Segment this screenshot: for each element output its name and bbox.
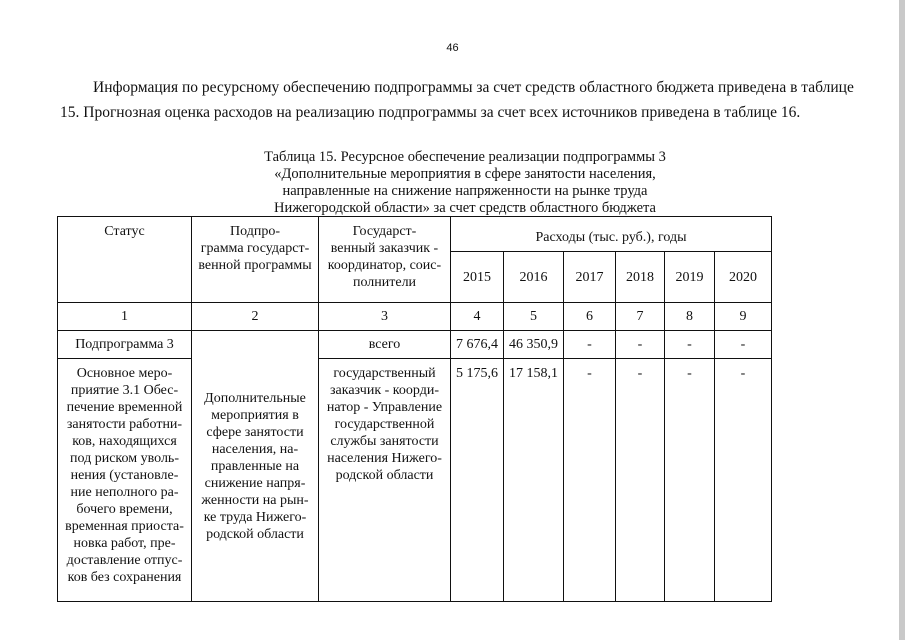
column-number: 1 [58, 303, 192, 331]
intro-paragraph-line-1: Информация по ресурсному обеспечению подпрограммы за счет средств областного бюджета приведена в таблице [93, 79, 854, 96]
header-subprogram [192, 217, 319, 303]
header-status: Статус [58, 217, 192, 303]
header-year: 2018 [616, 252, 665, 303]
measure-status-line: ков, находящихся [72, 434, 177, 449]
measure-customer-line: населения Нижего- [327, 451, 442, 466]
description-line: снижение напря- [204, 475, 306, 491]
header-subprogram-line: венной программы [198, 258, 312, 273]
row-total-value-2018: - [616, 331, 665, 359]
row-measure-value-2019: - [665, 359, 715, 602]
description-line: родской области [206, 526, 304, 542]
page-edge [899, 0, 905, 640]
row-measure-value-2020: - [715, 359, 772, 602]
caption-line: Таблица 15. Ресурсное обеспечение реализации подпрограммы 3 [264, 149, 666, 165]
measure-customer-line: родской области [335, 468, 434, 483]
row-measure-customer [319, 359, 451, 602]
column-number: 9 [715, 303, 772, 331]
description-line: женности на рын- [201, 492, 309, 508]
header-year: 2016 [504, 252, 564, 303]
row-total-customer: всего [319, 331, 451, 359]
intro-paragraph-line-2: 15. Прогнозная оценка расходов на реализацию подпрограммы за счет всех источников приведена в таблице 16. [60, 104, 801, 121]
resource-table [57, 216, 772, 602]
measure-status-line: под риском уволь- [70, 451, 179, 466]
header-subprogram-line: Подпро- [230, 224, 280, 239]
column-number: 4 [451, 303, 504, 331]
row-measure-value-2015: 5 175,6 [451, 359, 504, 602]
row-total-value-2017: - [564, 331, 616, 359]
caption-line: Нижегородской области» за счет средств областного бюджета [274, 200, 656, 216]
header-year: 2019 [665, 252, 715, 303]
row-total-value-2016: 46 350,9 [504, 331, 564, 359]
row-measure-value-2016: 17 158,1 [504, 359, 564, 602]
row-measure-value-2018: - [616, 359, 665, 602]
column-number: 8 [665, 303, 715, 331]
header-customer [319, 217, 451, 303]
measure-status-line: печение временной [66, 400, 183, 415]
row-measure-value-2017: - [564, 359, 616, 602]
header-customer-line: Государст- [352, 224, 417, 239]
measure-status-line: доставление отпус- [66, 553, 183, 568]
row-total-value-2019: - [665, 331, 715, 359]
description-line: сфере занятости [206, 424, 304, 440]
measure-status-line: временная приоста- [65, 519, 184, 534]
measure-customer-line: государственный [333, 366, 436, 381]
row-total-value-2015: 7 676,4 [451, 331, 504, 359]
header-year: 2020 [715, 252, 772, 303]
measure-customer-line: государственной [334, 417, 435, 432]
header-customer-line: венный заказчик - [330, 241, 439, 256]
header-year: 2017 [564, 252, 616, 303]
row-total-value-2020: - [715, 331, 772, 359]
column-number: 2 [192, 303, 319, 331]
measure-customer-line: службы занятости [330, 434, 439, 449]
measure-customer-line: заказчик - коорди- [330, 383, 439, 398]
header-year: 2015 [451, 252, 504, 303]
description-line: мероприятия в [211, 407, 299, 423]
caption-line: «Дополнительные мероприятия в сфере занятости населения, [274, 166, 656, 182]
measure-status-line: бочего времени, [76, 502, 173, 517]
header-expenses: Расходы (тыс. руб.), годы [451, 217, 772, 252]
row-measure-status [58, 359, 192, 602]
column-number: 6 [564, 303, 616, 331]
description-line: Дополнительные [204, 390, 306, 406]
header-customer-line: полнители [352, 275, 417, 290]
table-caption [240, 149, 690, 217]
measure-status-line: приятие 3.1 Обес- [70, 383, 179, 398]
measure-status-line: Основное меро- [76, 366, 173, 381]
column-number: 7 [616, 303, 665, 331]
subprogram-description [192, 331, 319, 602]
column-number: 3 [319, 303, 451, 331]
measure-status-line: ние неполного ра- [70, 485, 179, 500]
description-line: ке труда Нижего- [203, 509, 307, 525]
measure-status-line: новка работ, пре- [73, 536, 176, 551]
header-customer-line: координатор, соис- [327, 258, 442, 273]
measure-status-line: ков без сохранения [67, 570, 182, 585]
description-line: правленные на [210, 458, 300, 474]
column-number: 5 [504, 303, 564, 331]
caption-line: направленные на снижение напряженности на рынке труда [282, 183, 648, 199]
measure-status-line: нения (установле- [70, 468, 179, 483]
description-line: населения, на- [211, 441, 299, 457]
measure-customer-line: натор - Управление [326, 400, 443, 415]
row-total-status: Подпрограмма 3 [58, 331, 192, 359]
measure-status-line: занятости работни- [66, 417, 183, 432]
page-number: 46 [446, 42, 459, 54]
header-subprogram-line: грамма государст- [200, 241, 310, 256]
